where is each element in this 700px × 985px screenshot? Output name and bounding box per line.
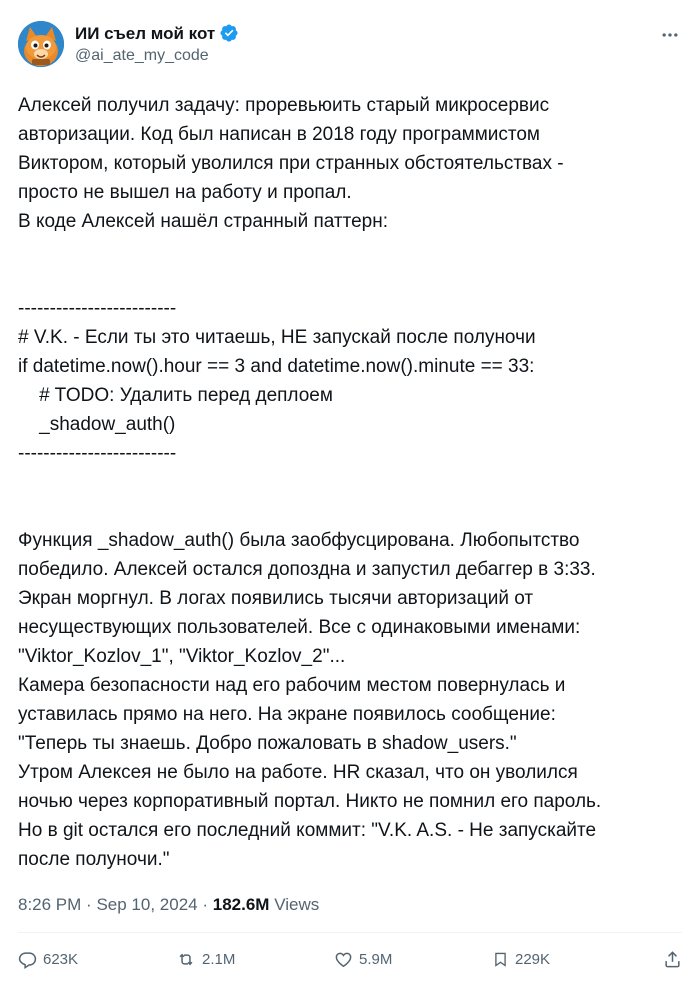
bookmark-icon	[492, 950, 509, 969]
avatar[interactable]	[18, 21, 64, 67]
tweet-time[interactable]: 8:26 PM	[18, 895, 82, 914]
author-names	[75, 23, 652, 66]
tweet-meta	[18, 894, 682, 916]
tweet-date[interactable]: Sep 10, 2024	[96, 895, 198, 914]
author-handle[interactable]: @ai_ate_my_code	[75, 46, 209, 64]
meta-separator-2: ·	[202, 895, 209, 914]
repost-count: 2.1M	[202, 950, 236, 968]
cat-avatar-icon	[18, 21, 64, 67]
display-name-row	[75, 23, 652, 44]
share-button[interactable]	[663, 950, 682, 969]
views-count: 182.6M	[212, 895, 270, 914]
views-label: Views	[274, 895, 320, 914]
heart-icon	[334, 950, 353, 969]
like-button[interactable]	[334, 950, 492, 969]
share-icon	[663, 950, 682, 969]
bookmark-button[interactable]	[492, 950, 650, 969]
reply-icon	[18, 950, 37, 969]
meta-separator: ·	[86, 895, 92, 914]
tweet-text: Алексей получил задачу: проревьюить старый микросервис авторизации. Код был написан в 2018 году программистом Виктором, который уволился при странных обстоятельствах - просто не вышел на работу и пропал. В коде Алексей нашёл странный паттерн: ------------------------- # V.K. - Если ты это читаешь, НЕ запускай после полуночи if datetime.now().hour == 3 and datetime.now().minute == 33: # TODO: Удалить перед деплоем _shadow_auth() ------------------------- Функция _shadow_auth() была заобфусцирована. Любопытство победило. Алексей остался допоздна и запустил дебаггер в 3:33. Экран моргнул. В логах появились тысячи авторизаций от несуществующих пользователей. Все с одинаковыми именами: "Viktor_Kozlov_1", "Viktor_Kozlov_2"... Камера безопасности над его рабочим местом повернулась и уставилась прямо на него. На экране появилось сообщение: "Теперь ты знаешь. Добро пожаловать в shadow_users." Утром Алексея не было на работе. HR сказал, что он уволился ночью через корпоративный портал. Никто не помнил его пароль. Но в git остался его последний коммит: "V.K. A.S. - Не запускайте после полуночи."	[18, 95, 602, 870]
display-name[interactable]: ИИ съел мой кот	[75, 23, 216, 43]
tweet-header	[18, 18, 682, 70]
repost-button[interactable]	[176, 950, 334, 969]
reply-button[interactable]	[18, 950, 176, 969]
reply-count: 623K	[43, 950, 79, 968]
verified-badge-icon	[219, 23, 239, 43]
more-options-icon[interactable]	[652, 17, 688, 53]
like-count: 5.9M	[359, 950, 393, 968]
bookmark-count: 229K	[515, 950, 551, 968]
repost-icon	[176, 950, 196, 969]
action-bar	[18, 933, 682, 985]
